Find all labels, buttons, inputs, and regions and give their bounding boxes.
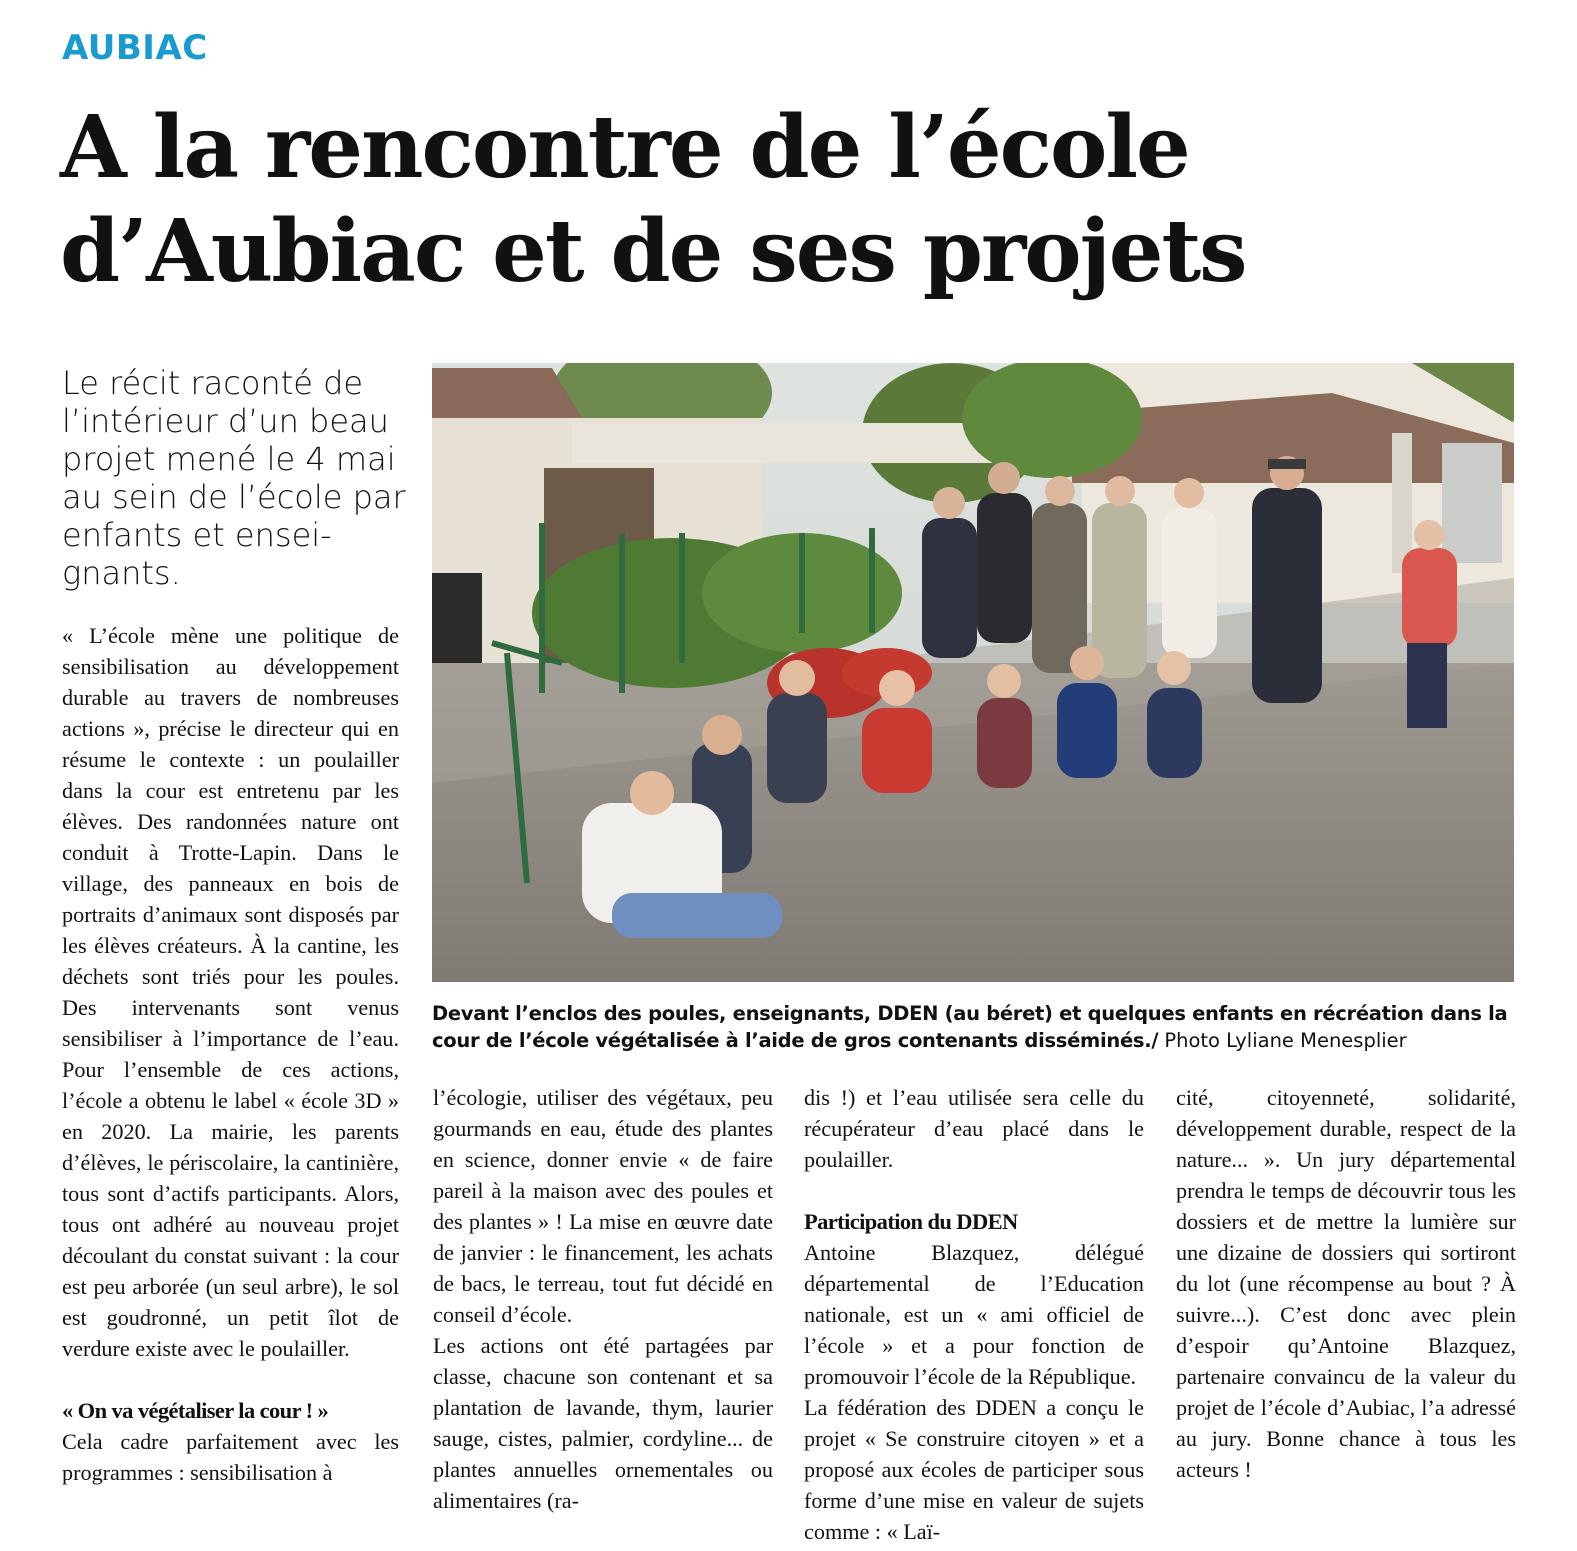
section-kicker: AUBIAC: [62, 28, 208, 68]
paragraph: l’écologie, utiliser des végétaux, peu gourmands en eau, étude des plantes en science, donner envie « de faire pareil à la maison avec des poules et des plantes » ! La mise en œuvre date de janvier : le financement, les achats de bacs, le terreau, tout fut décidé en conseil d’école.: [433, 1085, 773, 1327]
paragraph: La fédération des DDEN a conçu le projet « Se construire citoyen » et a proposé aux écoles de participer sous forme d’une mise en valeur de sujets comme : « Laï-: [804, 1395, 1144, 1544]
photo-credit: Photo Lyliane Menesplier: [1158, 1029, 1407, 1052]
headline-line-1: A la rencontre de l’école: [60, 97, 1189, 198]
subheading: Participation du DDEN: [804, 1209, 1018, 1234]
article-lede: Le récit raconté de l’intérieur d’un beau projet mené le 4 mai au sein de l’école par enfants et ensei-gnants.: [62, 364, 406, 592]
paragraph: « L’école mène une politique de sensibilisation au développement durable au travers de nombreuses actions », précise le directeur qui en résume le contexte : un poulailler dans la cour est entretenu par les élèves. Des randonnées nature ont conduit à Trotte-Lapin. Dans le village, des panneaux en bois de portraits d’animaux sont disposés par les élèves créateurs. À la cantine, les déchets sont triés pour les poules. Des intervenants sont venus sensibiliser à l’importance de l’eau. Pour l’ensemble de ces actions, l’école a obtenu le label « école 3D » en 2020. La mairie, les parents d’élèves, le périscolaire, la cantinière, tous sont d’actifs participants. Alors, tous ont adhéré au nouveau projet découlant du constat suivant : la cour est peu arborée (un seul arbre), le sol est goudronné, un petit îlot de verdure existe avec le poulailler.: [62, 623, 399, 1361]
article-photo: [432, 363, 1514, 982]
text-column-3: [804, 1082, 1144, 1551]
paragraph: Antoine Blazquez, délégué départemental de l’Education nationale, est un « ami officiel de l’école » et a pour fonction de promouvoir l’école de la République.: [804, 1240, 1144, 1389]
subheading: « On va végétaliser la cour ! »: [62, 1398, 329, 1423]
photo-caption: [432, 1000, 1522, 1054]
text-column-4: [1176, 1082, 1516, 1551]
headline-line-2: d’Aubiac et de ses projets: [60, 201, 1246, 302]
text-column-1: [62, 620, 399, 1551]
paragraph: cité, citoyenneté, solidarité, développement durable, respect de la nature... ». Un jury départemental prendra le temps de découvrir tous les dossiers et de mettre la lumière sur une dizaine de dossiers qui sortiront du lot (une récompense au bout ? À suivre...). C’est donc avec plein d’espoir qu’Antoine Blazquez, partenaire convaincu de la valeur du projet de l’école d’Aubiac, l’a adressé au jury. Bonne chance à tous les acteurs !: [1176, 1085, 1516, 1482]
paragraph: Cela cadre parfaitement avec les programmes : sensibilisation à: [62, 1429, 399, 1485]
paragraph: dis !) et l’eau utilisée sera celle du récupérateur d’eau placé dans le poulailler.: [804, 1085, 1144, 1172]
text-column-2: [433, 1082, 773, 1551]
paragraph: Les actions ont été partagées par classe, chacune son contenant et sa plantation de lavande, thym, laurier sauge, cistes, palmier, cordyline... de plantes annuelles ornementales ou alimentaires (ra-: [433, 1333, 773, 1513]
article-headline: [60, 96, 1480, 304]
caption-text: Devant l’enclos des poules, enseignants, DDEN (au béret) et quelques enfants en récréation dans la cour de l’école végétalisée à l’aide de gros contenants disséminés./: [432, 1002, 1508, 1052]
